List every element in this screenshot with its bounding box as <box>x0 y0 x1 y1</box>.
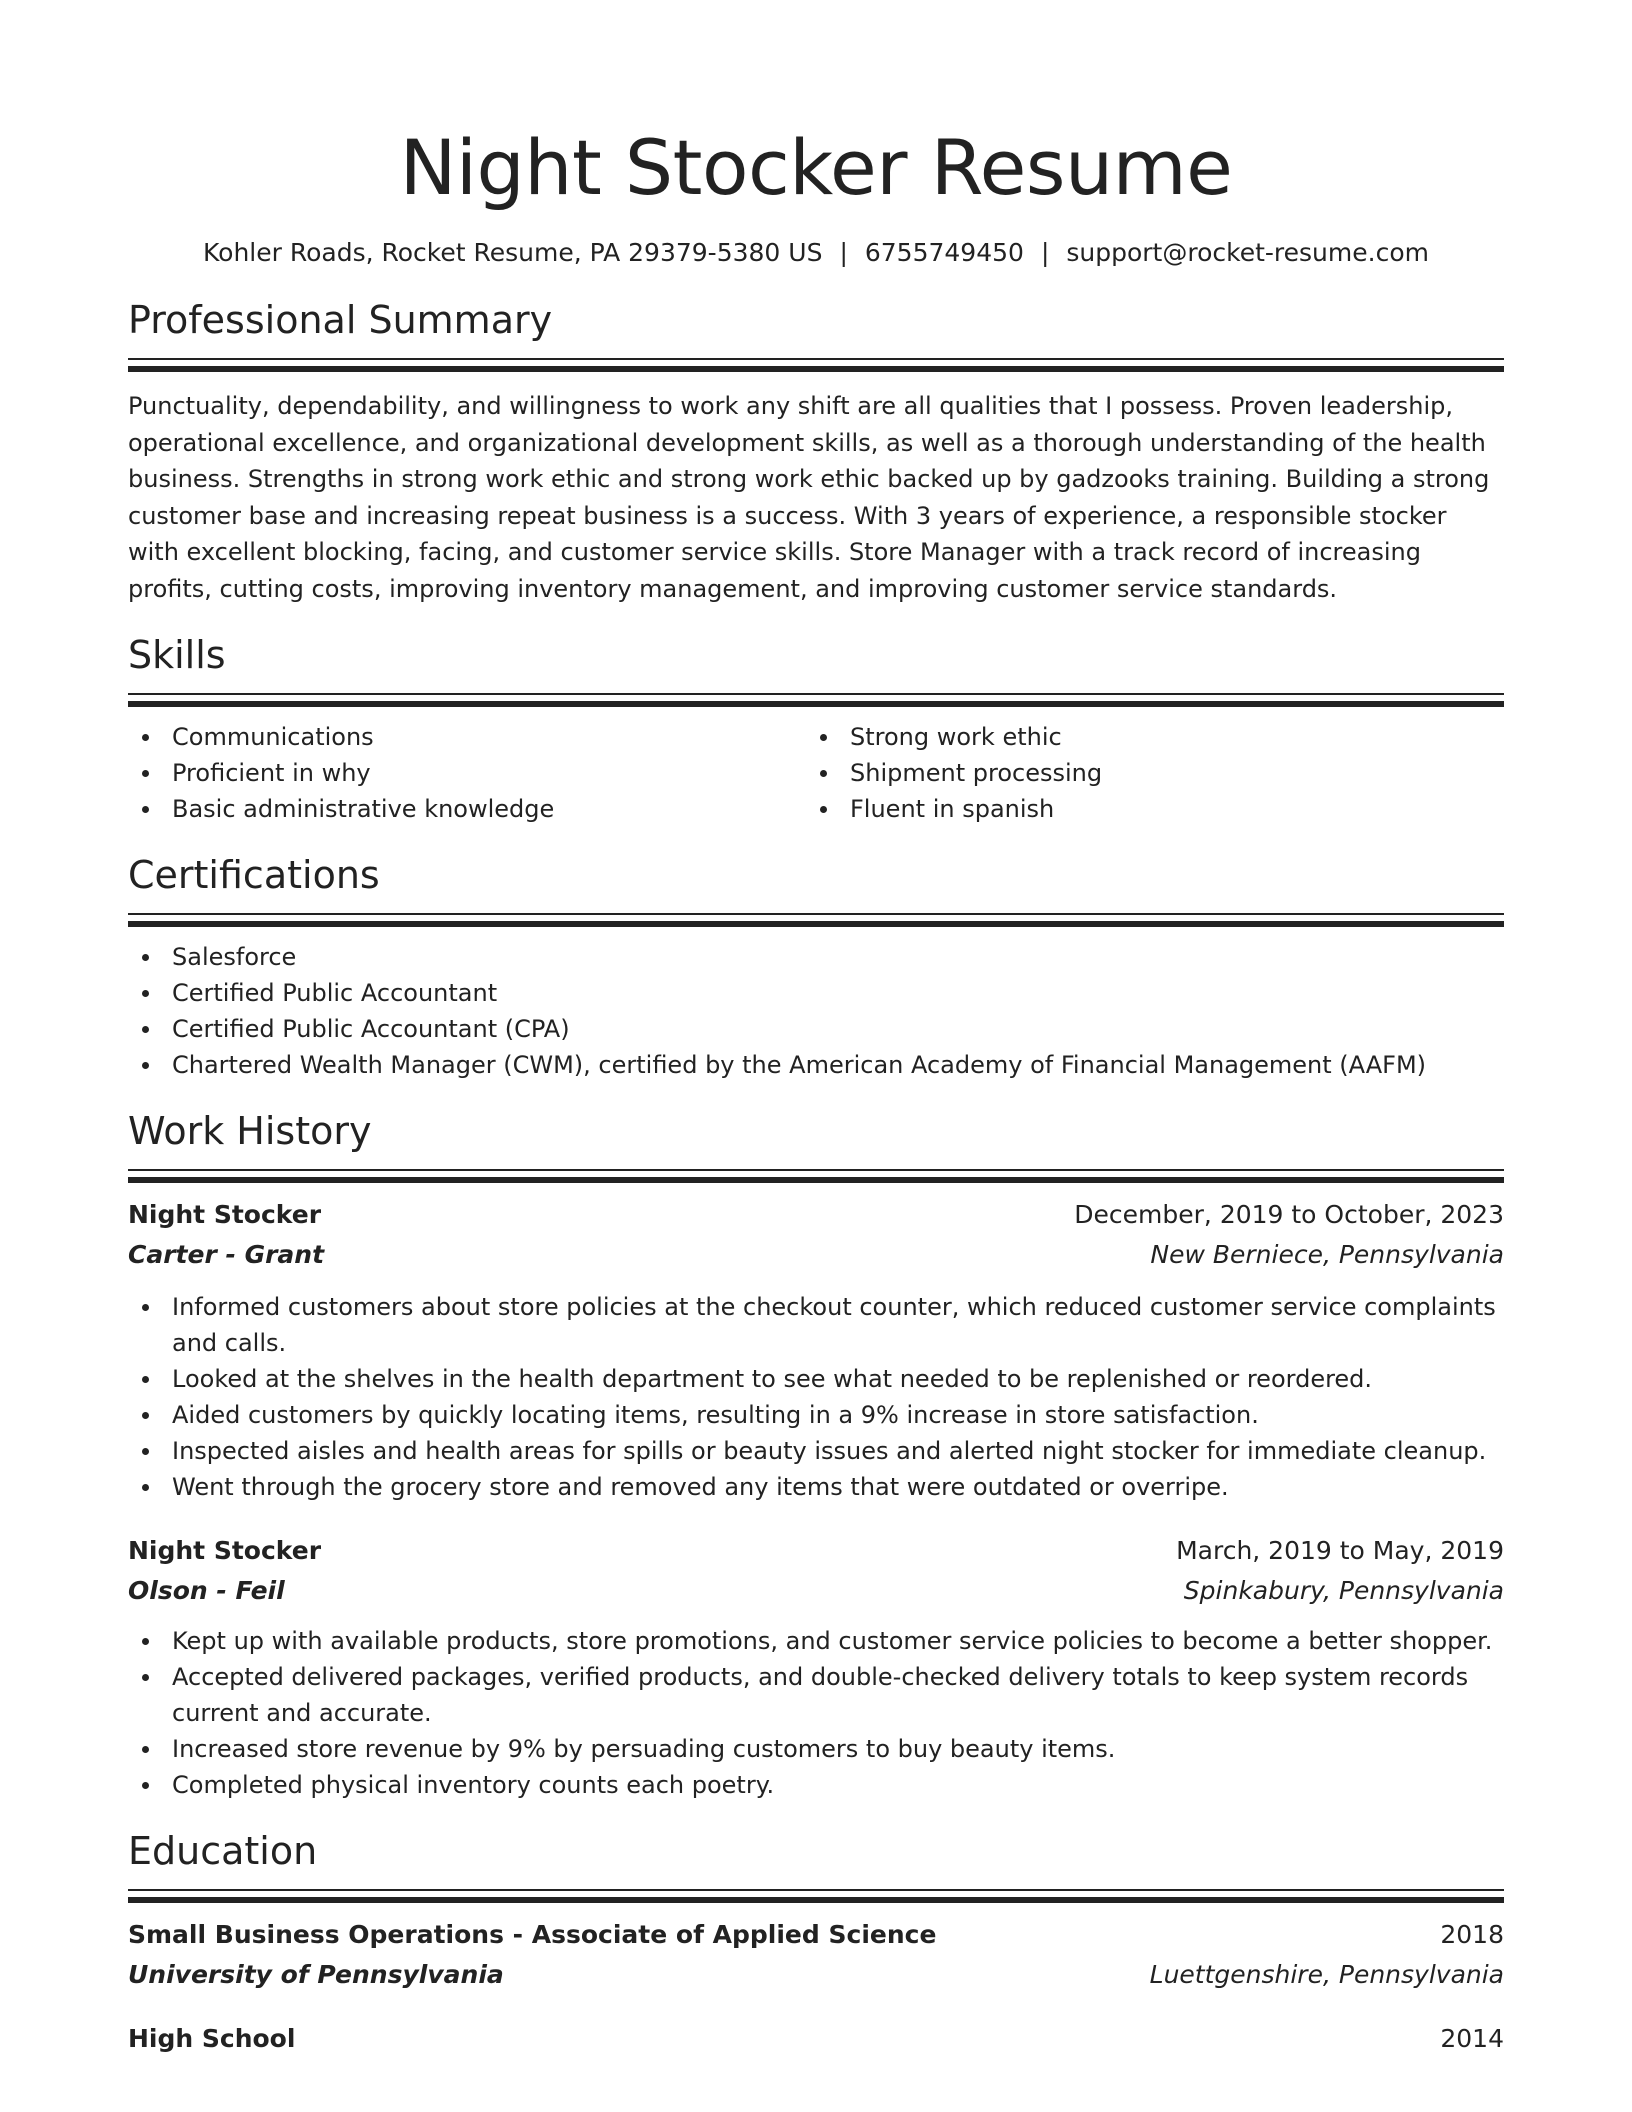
job-entry <box>128 1195 1504 1505</box>
certification-item: Salesforce <box>128 939 1504 975</box>
job-dates: March, 2019 to May, 2019 <box>1176 1536 1504 1565</box>
contact-separator: | <box>839 238 848 267</box>
job-location: Spinkabury, Pennsylvania <box>1183 1576 1504 1605</box>
work-history-section <box>128 1107 1504 1803</box>
section-divider-thin <box>128 1169 1504 1171</box>
skills-list-left <box>128 719 806 827</box>
job-bullet: Kept up with available products, store promotions, and customer service policies to become a better shopper. <box>128 1623 1504 1659</box>
certification-item: Certified Public Accountant (CPA) <box>128 1011 1504 1047</box>
education-year: 2018 <box>1440 1920 1504 1949</box>
job-title: Night Stocker <box>128 1200 322 1229</box>
contact-line <box>128 236 1504 270</box>
job-bullet: Went through the grocery store and removed any items that were outdated or overripe. <box>128 1469 1504 1505</box>
skill-item: Basic administrative knowledge <box>128 791 806 827</box>
job-company: Olson - Feil <box>128 1576 285 1605</box>
job-company-row <box>128 1235 1504 1275</box>
job-title: Night Stocker <box>128 1536 322 1565</box>
summary-section <box>128 296 1504 607</box>
job-bullets <box>128 1623 1504 1803</box>
education-section <box>128 1827 1504 2059</box>
education-header-row <box>128 1915 1504 1955</box>
contact-address: Kohler Roads, Rocket Resume, PA 29379-5380 US <box>203 238 823 267</box>
contact-phone: 6755749450 <box>864 238 1024 267</box>
contact-email: support@rocket-resume.com <box>1066 238 1429 267</box>
job-dates: December, 2019 to October, 2023 <box>1074 1200 1504 1229</box>
section-title-work-history: Work History <box>128 1109 372 1153</box>
section-divider-thick <box>128 701 1504 707</box>
section-divider-thin <box>128 913 1504 915</box>
education-entry <box>128 1915 1504 1995</box>
resume-title: Night Stocker Resume <box>399 123 1233 212</box>
section-title-skills: Skills <box>128 633 226 677</box>
section-divider-thick <box>128 1897 1504 1903</box>
section-divider-thin <box>128 1889 1504 1891</box>
certification-item: Certified Public Accountant <box>128 975 1504 1011</box>
education-header-row <box>128 2019 1504 2059</box>
job-bullet: Inspected aisles and health areas for spills or beauty issues and alerted night stocker for immediate cleanup. <box>128 1433 1504 1469</box>
section-divider-thin <box>128 358 1504 360</box>
job-bullet: Informed customers about store policies at the checkout counter, which reduced customer service complaints and calls. <box>128 1289 1504 1361</box>
job-bullet: Accepted delivered packages, verified products, and double-checked delivery totals to keep system records current and accurate. <box>128 1659 1504 1731</box>
certifications-section <box>128 851 1504 1083</box>
education-degree: High School <box>128 2024 296 2053</box>
skills-grid <box>128 719 1504 827</box>
skill-item: Fluent in spanish <box>806 791 1484 827</box>
job-header-row <box>128 1531 1504 1571</box>
skill-item: Communications <box>128 719 806 755</box>
resume-content <box>128 0 1504 2059</box>
education-degree: Small Business Operations - Associate of Applied Science <box>128 1920 937 1949</box>
skill-item: Proficient in why <box>128 755 806 791</box>
job-header-row <box>128 1195 1504 1235</box>
skill-item: Shipment processing <box>806 755 1484 791</box>
job-bullet: Looked at the shelves in the health department to see what needed to be replenished or reordered. <box>128 1361 1504 1397</box>
section-divider-thick <box>128 921 1504 927</box>
certification-item: Chartered Wealth Manager (CWM), certified by the American Academy of Financial Management (AAFM) <box>128 1047 1504 1083</box>
section-title-summary: Professional Summary <box>128 298 553 342</box>
education-school-row <box>128 1955 1504 1995</box>
section-title-certifications: Certifications <box>128 853 380 897</box>
summary-text: Punctuality, dependability, and willingness to work any shift are all qualities that I possess. Proven leadership, operational excellence, and organizational development skills, as well as a thorough understanding of the health business. Strengths in strong work ethic and strong work ethic backed up by gadzooks training. Building a strong customer base and increasing repeat business is a success. With 3 years of experience, a responsible stocker with excellent blocking, facing, and customer service skills. Store Manager with a track record of increasing profits, cutting costs, improving inventory management, and improving customer service standards. <box>128 392 1490 603</box>
certifications-list <box>128 939 1504 1083</box>
job-bullet: Increased store revenue by 9% by persuading customers to buy beauty items. <box>128 1731 1504 1767</box>
section-divider-thick <box>128 366 1504 372</box>
skills-section <box>128 631 1504 827</box>
education-entry <box>128 2019 1504 2059</box>
job-location: New Berniece, Pennsylvania <box>1150 1240 1504 1269</box>
job-bullet: Completed physical inventory counts each poetry. <box>128 1767 1504 1803</box>
skill-item: Strong work ethic <box>806 719 1484 755</box>
job-bullets <box>128 1289 1504 1505</box>
contact-separator: | <box>1040 238 1050 267</box>
job-company: Carter - Grant <box>128 1240 325 1269</box>
job-bullet: Aided customers by quickly locating items, resulting in a 9% increase in store satisfaction. <box>128 1397 1504 1433</box>
job-company-row <box>128 1571 1504 1611</box>
skills-list-right <box>806 719 1484 827</box>
section-divider-thin <box>128 693 1504 695</box>
education-school: University of Pennsylvania <box>128 1960 504 1989</box>
section-title-education: Education <box>128 1829 318 1873</box>
education-year: 2014 <box>1440 2024 1504 2053</box>
section-divider-thick <box>128 1177 1504 1183</box>
job-entry <box>128 1531 1504 1803</box>
education-location: Luettgenshire, Pennsylvania <box>1149 1960 1504 1989</box>
